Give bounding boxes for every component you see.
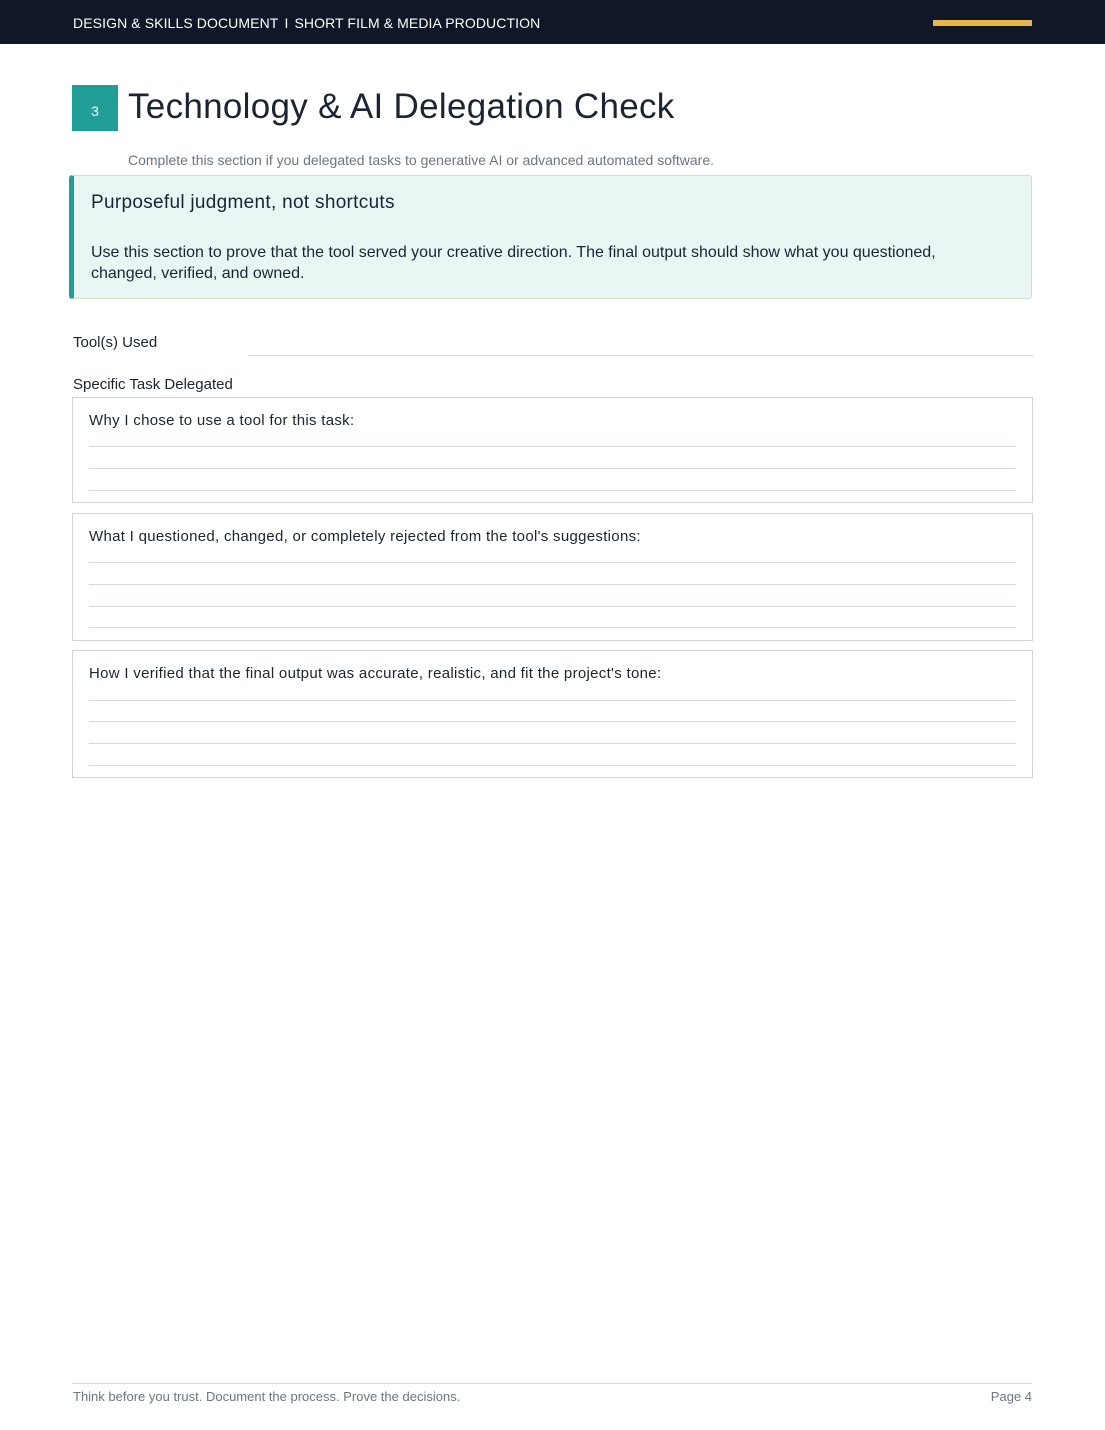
- section-number-badge: [72, 85, 118, 131]
- tools-used-label: Tool(s) Used: [73, 334, 158, 351]
- footer-tagline: Think before you trust. Document the process. Prove the decisions.: [73, 1389, 461, 1404]
- answer-line[interactable]: [89, 584, 1016, 585]
- question-prompt: What I questioned, changed, or completely rejected from the tool's suggestions:: [89, 528, 641, 545]
- header-separator: I: [284, 15, 289, 31]
- question-prompt: Why I chose to use a tool for this task:: [89, 412, 355, 429]
- header-title: [73, 15, 540, 31]
- header-doc-type: DESIGN & SKILLS DOCUMENT: [73, 15, 279, 31]
- callout-body: Use this section to prove that the tool served your creative direction. The final output should show what you questioned, changed, verified, and owned.: [91, 244, 936, 282]
- answer-line[interactable]: [89, 700, 1016, 701]
- tools-used-input-line[interactable]: [248, 355, 1033, 356]
- page-number: Page 4: [990, 1389, 1032, 1404]
- page-title: Technology & AI Delegation Check: [128, 87, 675, 126]
- answer-line[interactable]: [89, 490, 1016, 491]
- task-delegated-label: Specific Task Delegated: [73, 376, 233, 393]
- header-course: SHORT FILM & MEDIA PRODUCTION: [294, 15, 541, 31]
- question-box-verification[interactable]: [72, 650, 1033, 778]
- callout-title: Purposeful judgment, not shortcuts: [91, 192, 395, 213]
- answer-line[interactable]: [89, 562, 1016, 563]
- answer-line[interactable]: [89, 468, 1016, 469]
- answer-line[interactable]: [89, 606, 1016, 607]
- question-box-why-tool[interactable]: [72, 397, 1033, 503]
- page-subtitle: Complete this section if you delegated tasks to generative AI or advanced automated software.: [128, 152, 715, 168]
- answer-line[interactable]: [89, 743, 1016, 744]
- answer-line[interactable]: [89, 627, 1016, 628]
- question-box-questioned-changed[interactable]: [72, 513, 1033, 641]
- document-header-bar: [0, 0, 1105, 44]
- answer-line[interactable]: [89, 721, 1016, 722]
- answer-line[interactable]: [89, 446, 1016, 447]
- header-accent-bar: [933, 20, 1032, 26]
- section-number: 3: [91, 103, 99, 119]
- question-prompt: How I verified that the final output was accurate, realistic, and fit the project's tone:: [89, 665, 662, 682]
- callout-box: [69, 175, 1032, 299]
- footer-divider: [72, 1383, 1032, 1384]
- answer-line[interactable]: [89, 765, 1016, 766]
